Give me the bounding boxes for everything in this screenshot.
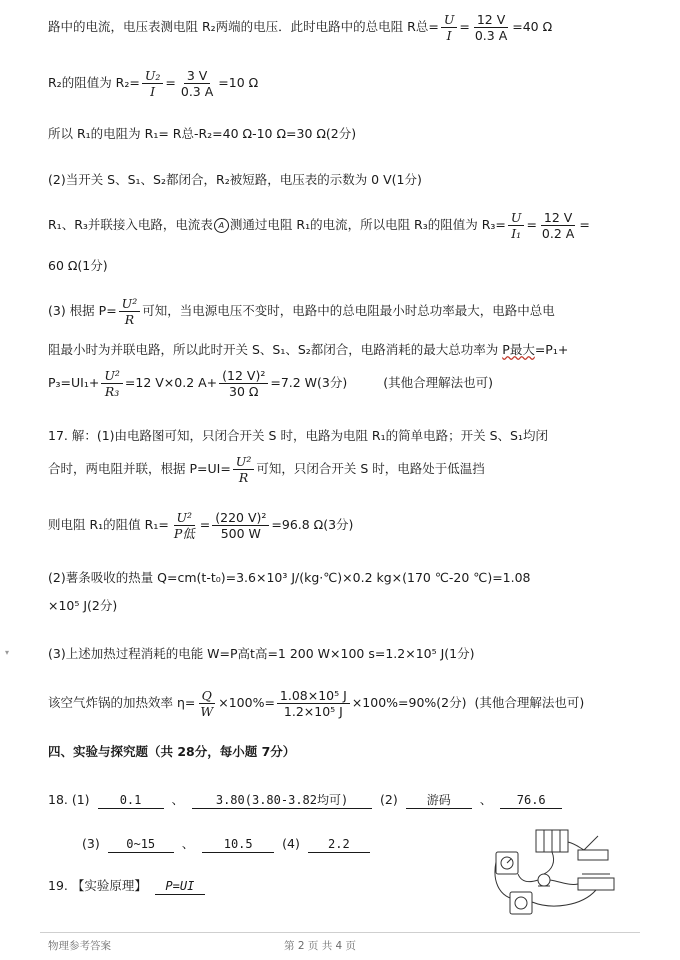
fraction: $\frac{\text{U²}}{R}$ — [233, 454, 255, 485]
margin-marker-icon: ▾ — [5, 648, 10, 657]
fraction: $\frac{Q}{W}$ — [200, 688, 214, 719]
answer-blank: P=UI — [155, 878, 205, 895]
fraction: $\frac{12 V}{0.3 A}$ — [474, 12, 508, 43]
p-max-symbol: P最大 — [502, 342, 535, 357]
circuit-diagram-illustration — [492, 822, 620, 922]
line-part3-intro: (3) 根据 P= $\frac{\text{U²}}{R}$ 可知，当电源电压不变时，电路中的总电阻最小时总功率最大，电路中总电 — [48, 296, 555, 327]
note: (其他合理解法也可) — [383, 375, 494, 390]
line-power-calc: P₃=UI₁+ $\frac{\text{U²}}{\text{R₃}}$ =12 V×0.2 A+ $\frac{\text{(12 V)²}}{30 \Omega}$ =7.2 W(3分) (其他合理解法也可) — [48, 368, 494, 399]
footer-rule — [40, 932, 640, 933]
line-part2: (2)当开关 S、S₁、S₂都闭合，R₂被短路，电压表的示数为 0 V(1分) — [48, 172, 422, 187]
fraction: $\frac{\text{(220 V)²}}{500 W}$ — [212, 510, 269, 541]
line-r2-value: R₂的阻值为 R₂= $\frac{\text{U₂}}{I}$ = $\frac{3 V}{0.3 A}$ =10 Ω — [48, 68, 259, 99]
q18-row1: 18. (1) 0.1 、 3.80(3.80-3.82均可) (2) 游码 、 76.6 — [48, 792, 566, 809]
section-heading: 四、实验与探究题（共 28分，每小题 7分） — [48, 744, 296, 759]
answer-blank: 3.80(3.80-3.82均可) — [192, 792, 372, 809]
fraction: $\frac{\text{(12 V)²}}{30 \Omega}$ — [219, 368, 268, 399]
line-efficiency: 该空气炸锅的加热效率 η= $\frac{Q}{W}$ ×100%= $\frac{\text{1.08×10⁵ J}}{\text{1.2×10⁵ J}}$ ×100%=90%(2分) (其他合理解法也可) — [48, 688, 585, 719]
answer-blank: 10.5 — [202, 836, 274, 853]
line-r1-value: 所以 R₁的电阻为 R₁= R总-R₂=40 Ω-10 Ω=30 Ω(2分) — [48, 126, 357, 141]
line-r1-resistance: 则电阻 R₁的阻值 R₁= $\frac{\text{U²}}{\text{P低}}$ = $\frac{\text{(220 V)²}}{500 W}$ =96.8 Ω(3分) — [48, 510, 354, 541]
fraction: $\frac{12 V}{0.2 A}$ — [541, 210, 575, 241]
fraction: $\frac{\text{U₂}}{I}$ — [142, 68, 164, 99]
answer-blank: 76.6 — [500, 792, 562, 809]
fraction: $\frac{3 V}{0.3 A}$ — [180, 68, 214, 99]
fraction: $\frac{\text{U²}}{\text{P低}}$ — [173, 510, 195, 541]
page-number: 第 2 页 共 4 页 — [284, 940, 357, 952]
answer-blank: 0.1 — [98, 792, 164, 809]
fraction: $\frac{\text{U²}}{\text{R₃}}$ — [101, 368, 123, 399]
q19-row: 19. 【实验原理】 P=UI — [48, 878, 209, 895]
line-heat-result: ×10⁵ J(2分) — [48, 598, 118, 613]
line-r3-value: R₁、R₃并联接入电路，电流表 A 测通过电阻 R₁的电流，所以电阻 R₃的阻值为 R₃= $\frac{U}{\text{I₁}}$ = $\frac{12 V}{0.2 A}$ = — [48, 210, 590, 241]
fraction: $\frac{\text{U²}}{R}$ — [119, 296, 141, 327]
answer-blank: 0~15 — [108, 836, 174, 853]
footer-left: 物理参考答案 — [48, 940, 111, 952]
line-max-power: 阻最小时为并联电路，所以此时开关 S、S₁、S₂都闭合，电路消耗的最大总功率为 P最大=P₁+ — [48, 342, 569, 357]
line-energy: (3)上述加热过程消耗的电能 W=P高t高=1 200 W×100 s=1.2×10⁵ J(1分) — [48, 646, 475, 661]
line-heat: (2)薯条吸收的热量 Q=cm(t-t₀)=3.6×10³ J/(kg·℃)×0.2 kg×(170 ℃-20 ℃)=1.08 — [48, 570, 531, 585]
q18-row2: (3) 0~15 、 10.5 (4) 2.2 — [82, 836, 374, 853]
line-q17-parallel: 合时，两电阻并联，根据 P=UI= $\frac{\text{U²}}{R}$ 可知，只闭合开关 S 时，电路处于低温挡 — [48, 454, 485, 485]
answer-blank: 游码 — [406, 792, 472, 809]
fraction: $\frac{U}{I}$ — [441, 12, 458, 43]
answer-blank: 2.2 — [308, 836, 370, 853]
note: (其他合理解法也可) — [474, 695, 585, 710]
fraction: $\frac{\text{1.08×10⁵ J}}{\text{1.2×10⁵ J}}$ — [277, 688, 350, 719]
line-r3-result: 60 Ω(1分) — [48, 258, 108, 273]
line-q17-start: 17. 解：(1)由电路图可知，只闭合开关 S 时，电路为电阻 R₁的简单电路；开关 S、S₁均闭 — [48, 428, 548, 443]
ammeter-icon: A — [214, 218, 229, 233]
line-total-resistance: 路中的电流，电压表测电阻 R₂两端的电压．此时电路中的总电阻 R总= $\frac{U}{I}$ = $\frac{12 V}{0.3 A}$ =40 Ω — [48, 12, 553, 43]
fraction: $\frac{U}{\text{I₁}}$ — [508, 210, 525, 241]
